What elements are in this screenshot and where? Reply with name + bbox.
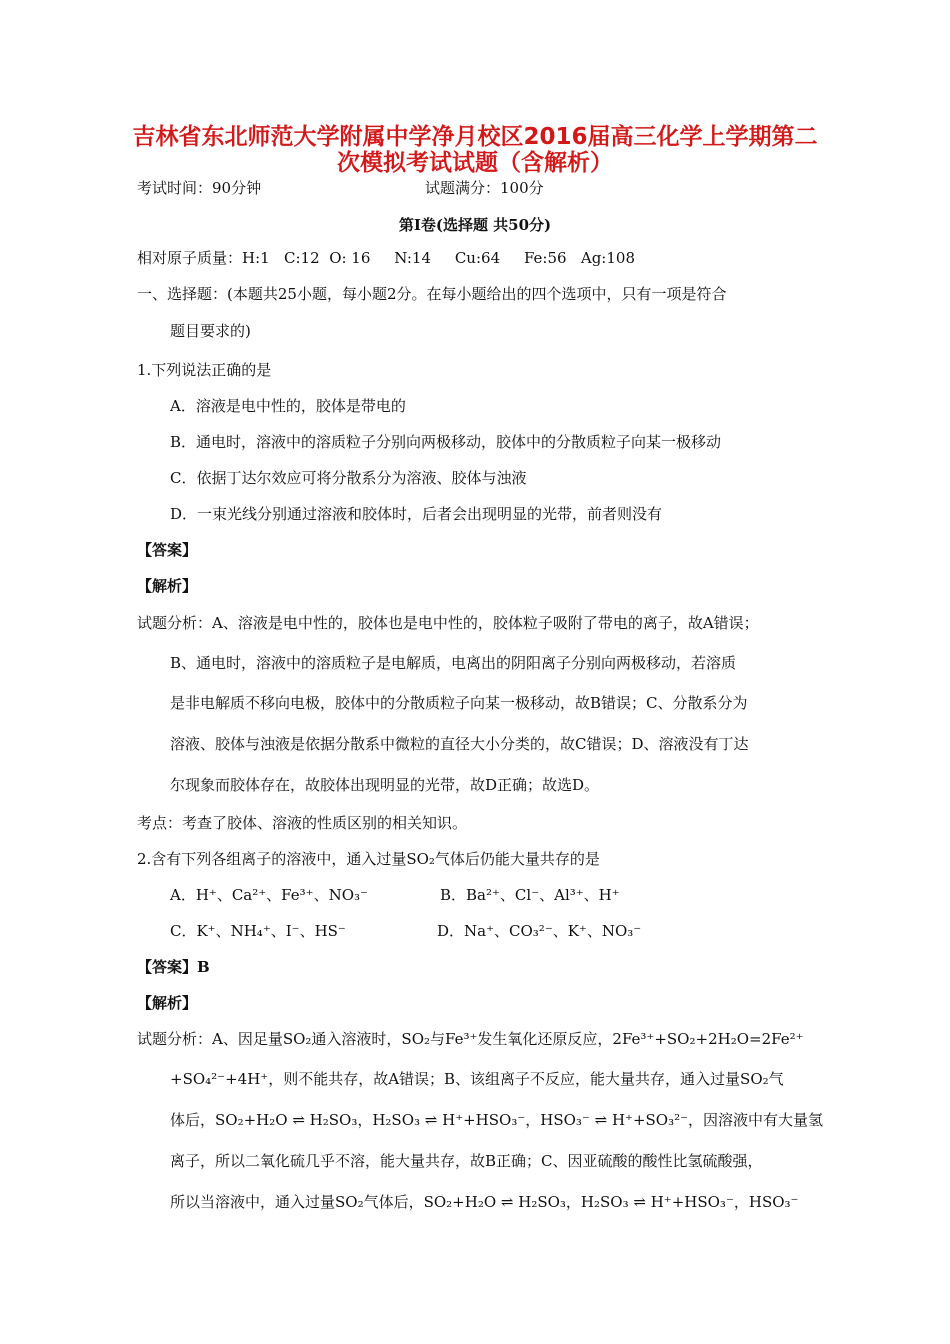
exam-score: 试题满分：100分	[425, 179, 544, 197]
q2-option-c: C．K⁺、NH₄⁺、I⁻、HS⁻	[170, 922, 346, 940]
q2-analysis-line: 离子，所以二氧化硫几乎不溶，能大量共存，故B正确；C、因亚硫酸的酸性比氢硫酸强，	[170, 1152, 763, 1170]
q2-analysis-line: 所以当溶液中，通入过量SO₂气体后，SO₂+H₂O ⇌ H₂SO₃，H₂SO₃ ⇌ H⁺+HSO₃⁻，HSO₃⁻	[170, 1193, 799, 1211]
q2-option-b: B．Ba²⁺、Cl⁻、Al³⁺、H⁺	[440, 886, 620, 904]
q1-kaodian: 考点：考查了胶体、溶液的性质区别的相关知识。	[137, 814, 468, 832]
q2-stem: 2.含有下列各组离子的溶液中，通入过量SO₂气体后仍能大量共存的是	[137, 850, 600, 868]
atomic-mass-item: C:12	[284, 249, 320, 267]
document-title-line1: 吉林省东北师范大学附属中学净月校区2016届高三化学上学期第二	[132, 124, 818, 150]
q1-analysis-line: 溶液、胶体与浊液是依据分散系中微粒的直径大小分类的，故C错误；D、溶液没有丁达	[170, 735, 749, 753]
q1-option-c: C．依据丁达尔效应可将分散系分为溶液、胶体与浊液	[170, 469, 527, 487]
q1-analysis-line: 是非电解质不移向电极，胶体中的分散质粒子向某一极移动，故B错误；C、分散系分为	[170, 694, 748, 712]
q1-analysis-line: B、通电时，溶液中的溶质粒子是电解质，电离出的阴阳离子分别向两极移动，若溶质	[170, 654, 737, 672]
atomic-mass-item: H:1	[242, 249, 270, 267]
instructions-line2: 题目要求的)	[170, 322, 251, 340]
section-title: 第Ⅰ卷(选择题 共50分)	[398, 216, 552, 234]
q2-analysis-line: +SO₄²⁻+4H⁺，则不能共存，故A错误；B、该组离子不反应，能大量共存，通入过量SO₂气	[170, 1070, 784, 1088]
atomic-mass-item: Cu:64	[454, 249, 501, 267]
q1-answer-label: 【答案】	[137, 541, 198, 559]
q1-analysis-line: 尔现象而胶体存在，故胶体出现明显的光带，故D正确；故选D。	[170, 776, 600, 794]
q2-analysis-label: 【解析】	[137, 994, 198, 1012]
atomic-mass-item: Fe:56	[523, 249, 567, 267]
atomic-mass-line	[137, 248, 635, 268]
instructions-line1: 一、选择题：(本题共25小题，每小题2分。在每小题给出的四个选项中，只有一项是符合	[137, 285, 727, 303]
q1-option-a: A．溶液是电中性的，胶体是带电的	[170, 397, 406, 415]
atomic-mass-item: O: 16	[329, 249, 371, 267]
q2-analysis-line: 体后，SO₂+H₂O ⇌ H₂SO₃，H₂SO₃ ⇌ H⁺+HSO₃⁻，HSO₃⁻ ⇌ H⁺+SO₃²⁻，因溶液中有大量氢	[170, 1111, 824, 1129]
q2-option-d: D．Na⁺、CO₃²⁻、K⁺、NO₃⁻	[437, 922, 642, 940]
q1-stem: 1.下列说法正确的是	[137, 361, 272, 379]
exam-time: 考试时间：90分钟	[137, 179, 262, 197]
q1-analysis-line: 试题分析：A、溶液是电中性的，胶体也是电中性的，胶体粒子吸附了带电的离子，故A错误；	[137, 614, 759, 632]
q1-option-d: D．一束光线分别通过溶液和胶体时，后者会出现明显的光带，前者则没有	[170, 505, 663, 523]
q2-analysis-line: 试题分析：A、因足量SO₂通入溶液时，SO₂与Fe³⁺发生氧化还原反应，2Fe³⁺+SO₂+2H₂O=2Fe²⁺	[137, 1030, 804, 1048]
q2-option-a: A．H⁺、Ca²⁺、Fe³⁺、NO₃⁻	[170, 886, 368, 904]
atomic-mass-label: 相对原子质量：	[137, 249, 243, 267]
q2-answer-label: 【答案】B	[137, 958, 210, 976]
q1-analysis-label: 【解析】	[137, 577, 198, 595]
q1-option-b: B．通电时，溶液中的溶质粒子分别向两极移动，胶体中的分散质粒子向某一极移动	[170, 433, 722, 451]
atomic-mass-item: Ag:108	[580, 249, 635, 267]
document-title-line2: 次模拟考试试题（含解析）	[337, 150, 613, 176]
atomic-mass-item: N:14	[394, 249, 431, 267]
